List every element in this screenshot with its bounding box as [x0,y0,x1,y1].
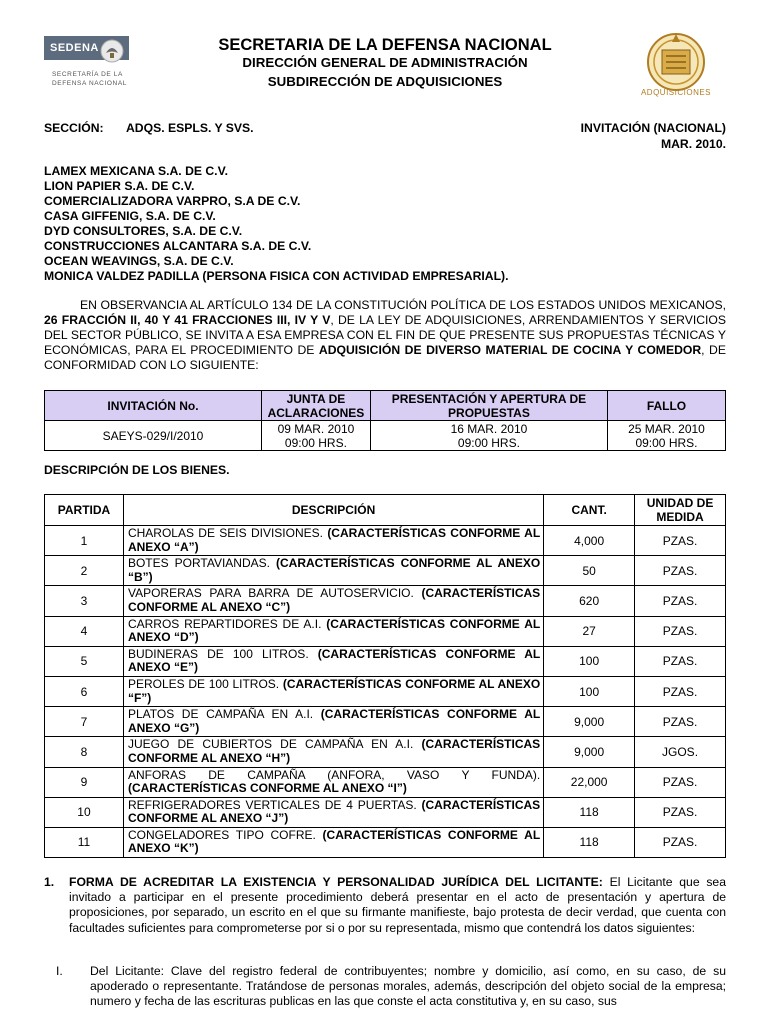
partida-cell: 2 [45,556,124,586]
junta-header: JUNTA DE ACLARACIONES [261,391,370,421]
descripcion-cell [123,586,543,616]
descripcion-annex: (CARACTERÍSTICAS CONFORME AL ANEXO “K”) [127,827,541,856]
cant-cell: 118 [544,827,635,857]
logo-text: SEDENA [50,42,99,54]
descripcion-text: VAPORERAS PARA BARRA DE AUTOSERVICIO. [127,586,422,601]
descripcion-annex: (CARACTERÍSTICAS CONFORME AL ANEXO “H”) [127,737,541,765]
unidad-cell: PZAS. [635,767,726,797]
table-row [45,767,726,797]
subsection-I-body: Del Licitante: Clave del registro federal de contribuyentes; nombre y domicilio, así como, en su caso, de su apoderado o representante. Tratándose de personas morales, además, descripción del objeto social de la empresa; numero y fecha de las escrituras publicas en las que conste el acta constitutiva y, en su caso, sus [90,964,726,1009]
descripcion-cell [123,616,543,646]
goods-title: DESCRIPCIÓN DE LOS BIENES. [44,463,230,477]
descripcion-annex: (CARACTERÍSTICAS CONFORME AL ANEXO “F”) [127,676,541,705]
partida-cell: 1 [45,526,124,556]
descripcion-annex: (CARACTERÍSTICAS CONFORME AL ANEXO “I”) [127,781,407,796]
unidad-cell: PZAS. [635,646,726,676]
descripcion-cell [123,827,543,857]
descripcion-annex: (CARACTERÍSTICAS CONFORME AL ANEXO “E”) [127,646,541,675]
descripcion-text: CARROS REPARTIDORES DE A.I. [127,616,327,631]
cant-cell: 9,000 [544,737,635,767]
invitation-date: MAR. 2010. [660,137,726,151]
descripcion-annex: (CARACTERÍSTICAS CONFORME AL ANEXO “D”) [127,616,541,645]
descripcion-text: REFRIGERADORES VERTICALES DE 4 PUERTAS. [127,797,422,812]
partida-cell: 10 [45,797,124,827]
junta-time: 09:00 HRS. [284,435,347,450]
cant-header: CANT. [544,495,635,526]
descripcion-annex: (CARACTERÍSTICAS CONFORME AL ANEXO “A”) [127,526,541,554]
table-row [45,737,726,767]
unidad-cell: PZAS. [635,827,726,857]
table-row [45,797,726,827]
partida-cell: 11 [45,827,124,857]
page-title: SECRETARIA DE LA DEFENSA NACIONAL [218,36,552,54]
intro-bold-text: ADQUISICIÓN DE DIVERSO MATERIAL DE COCINA Y COMEDOR [318,343,702,358]
seal-caption: ADQUISICIONES [640,88,712,97]
invitation-table [44,390,726,451]
intro-text: EN OBSERVANCIA AL ARTÍCULO 134 DE LA CONSTITUCIÓN POLÍTICA DE LOS ESTADOS UNIDOS MEXICANOS, [80,298,726,312]
presentacion-date: 16 MAR. 2010 [450,421,528,436]
descripcion-text: PLATOS DE CAMPAÑA EN A.I. [127,707,321,722]
section-1-body [69,875,726,936]
unidad-cell: PZAS. [635,556,726,586]
partida-cell: 9 [45,767,124,797]
intro-text: , DE CONFORMIDAD CON LO SIGUIENTE: [44,343,726,373]
unidad-cell: PZAS. [635,676,726,706]
unidad-cell: PZAS. [635,797,726,827]
cant-cell: 22,000 [544,767,635,797]
descripcion-text: ANFORAS DE CAMPAÑA (ANFORA, VASO Y FUNDA). [127,767,541,782]
logo-subtitle [52,70,127,88]
descripcion-text: BOTES PORTAVIANDAS. [127,556,276,571]
presentacion-cell [370,421,607,451]
table-row [45,616,726,646]
descripcion-text: PEROLES DE 100 LITROS. [127,676,283,691]
fallo-date: 25 MAR. 2010 [628,421,705,436]
descripcion-annex: (CARACTERÍSTICAS CONFORME AL ANEXO “G”) [127,707,541,735]
descripcion-cell [123,737,543,767]
cant-cell: 4,000 [544,526,635,556]
company-item: COMERCIALIZADORA VARPRO, S.A DE C.V. [44,194,301,208]
partida-cell: 7 [45,707,124,737]
subsection-I-number: I. [56,964,63,978]
descripcion-cell [123,526,543,556]
descripcion-annex: (CARACTERÍSTICAS CONFORME AL ANEXO “B”) [127,556,541,584]
descripcion-text: BUDINERAS DE 100 LITROS. [127,646,318,661]
intro-paragraph [44,298,726,373]
cant-cell: 100 [544,676,635,706]
company-item: DYD CONSULTORES, S.A. DE C.V. [44,224,243,238]
company-item: MONICA VALDEZ PADILLA (PERSONA FISICA CON ACTIVIDAD EMPRESARIAL). [44,269,509,283]
company-item: OCEAN WEAVINGS, S.A. DE C.V. [44,254,234,268]
invitation-no-header: INVITACIÓN No. [45,391,262,421]
cant-cell: 27 [544,616,635,646]
unidad-cell: JGOS. [635,737,726,767]
junta-date: 09 MAR. 2010 [277,421,355,436]
table-row [45,586,726,616]
table-row [45,556,726,586]
descripcion-text: CONGELADORES TIPO COFRE. [127,827,323,842]
section-1-number: 1. [44,875,55,889]
section-label: SECCIÓN: [44,121,104,135]
table-row [45,676,726,706]
descripcion-header: DESCRIPCIÓN [123,495,543,526]
table-row [45,827,726,857]
goods-table [44,494,726,858]
company-item: LION PAPIER S.A. DE C.V. [44,179,195,193]
table-row [45,646,726,676]
descripcion-cell [123,797,543,827]
presentacion-time: 09:00 HRS. [457,435,520,450]
intro-text: , DE LA LEY DE ADQUISICIONES, ARRENDAMIENTOS Y SERVICIOS DEL SECTOR PÚBLICO, SE INVITA A ESA EMPRESA CON EL FIN DE QUE PRESENTE SUS PROPUESTAS TÉCNICAS Y ECONÓMICAS, PARA EL PROCEDIMIENTO DE [44,313,727,358]
descripcion-cell [123,676,543,706]
logo-subtitle-line: DEFENSA NACIONAL [52,80,127,87]
section-1-text: El Licitante que sea invitado a participar en el presente procedimiento deberá presentar en el acto de presentación y apertura de proposiciones, por separado, un escrito en el que su firmante manifieste, bajo protesta de decir verdad, que cuenta con facultades suficientes para comprometerse por si o por su representada, mismo que contendrá los datos siguientes: [69,875,726,935]
partida-cell: 8 [45,737,124,767]
unidad-cell: PZAS. [635,526,726,556]
unidad-cell: PZAS. [635,707,726,737]
descripcion-annex: (CARACTERÍSTICAS CONFORME AL ANEXO “J”) [127,797,541,826]
company-item: CASA GIFFENIG, S.A. DE C.V. [44,209,216,223]
sedena-logo [44,36,129,94]
fallo-cell [607,421,725,451]
descripcion-cell [123,556,543,586]
section-1-title: FORMA DE ACREDITAR LA EXISTENCIA Y PERSONALIDAD JURÍDICA DEL LICITANTE: [69,875,603,889]
cant-cell: 620 [544,586,635,616]
unidad-cell: PZAS. [635,586,726,616]
cant-cell: 118 [544,797,635,827]
section-value: ADQS. ESPLS. Y SVS. [126,121,254,135]
cant-cell: 9,000 [544,707,635,737]
presentacion-header: PRESENTACIÓN Y APERTURA DE PROPUESTAS [370,391,607,421]
partida-cell: 4 [45,616,124,646]
intro-bold-text: 26 FRACCIÓN II, 40 Y 41 FRACCIONES III, IV Y V [44,313,331,328]
table-row [45,526,726,556]
partida-cell: 3 [45,586,124,616]
table-row [45,707,726,737]
descripcion-annex: (CARACTERÍSTICAS CONFORME AL ANEXO “C”) [127,586,541,614]
logo-subtitle-line: SECRETARÍA DE LA [52,71,123,78]
descripcion-cell [123,707,543,737]
company-list [44,164,508,284]
cant-cell: 50 [544,556,635,586]
descripcion-cell [123,767,543,797]
descripcion-text: JUEGO DE CUBIERTOS DE CAMPAÑA EN A.I. [127,737,422,752]
unidad-header: UNIDAD DE MEDIDA [635,495,726,526]
invitation-type: INVITACIÓN (NACIONAL) [580,121,726,135]
partida-header: PARTIDA [45,495,124,526]
company-item: LAMEX MEXICANA S.A. DE C.V. [44,164,228,178]
fallo-time: 09:00 HRS. [635,435,698,450]
invitation-no-cell: SAEYS-029/I/2010 [45,421,262,451]
descripcion-cell [123,646,543,676]
partida-cell: 5 [45,646,124,676]
fallo-header: FALLO [607,391,725,421]
page-subtitle: SUBDIRECCIÓN DE ADQUISICIONES [267,74,503,89]
page-subtitle: DIRECCIÓN GENERAL DE ADMINISTRACIÓN [242,55,528,70]
unidad-cell: PZAS. [635,616,726,646]
partida-cell: 6 [45,676,124,706]
eagle-emblem-icon [99,38,125,64]
company-item: CONSTRUCCIONES ALCANTARA S.A. DE C.V. [44,239,312,253]
junta-cell [261,421,370,451]
descripcion-text: CHAROLAS DE SEIS DIVISIONES. [127,526,328,540]
cant-cell: 100 [544,646,635,676]
